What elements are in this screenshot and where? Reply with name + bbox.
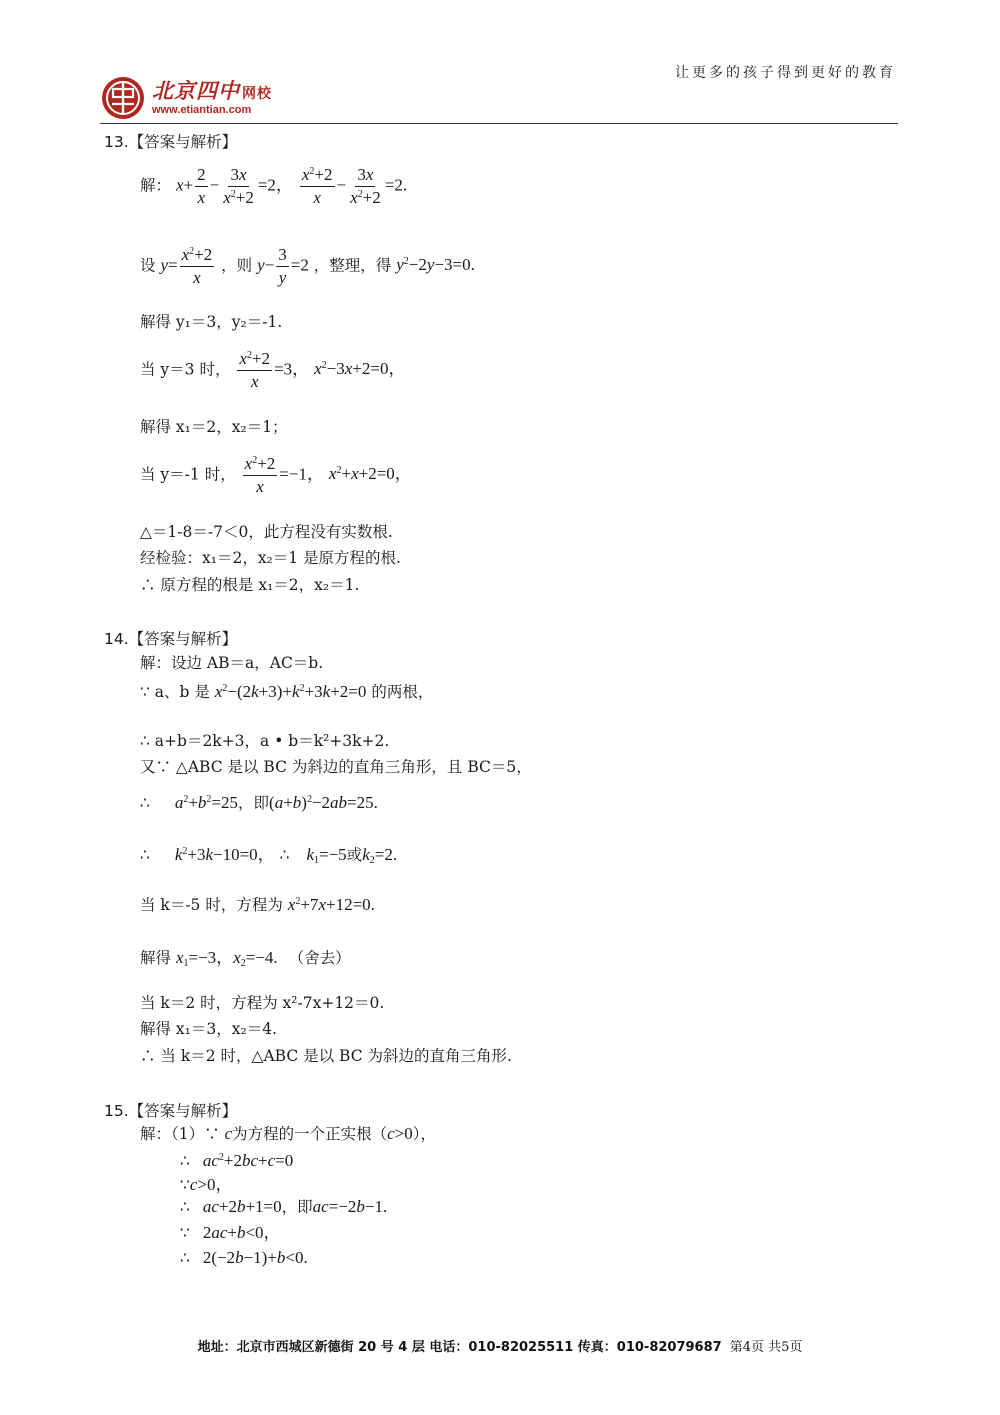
q13-delta: △＝1-8＝-7＜0，此方程没有实数根. (140, 523, 393, 541)
q13-check: 经检验：x₁＝2，x₂＝1 是原方程的根. (140, 549, 401, 567)
q15-line2: ∴ $ac^2+2bc+c=0$ (180, 1151, 294, 1170)
page-number: 第4页 共5页 (729, 1340, 803, 1355)
q14-conclusion: ∴ 当 k＝2 时，△ABC 是以 BC 为斜边的直角三角形. (140, 1047, 512, 1065)
page-header (100, 55, 898, 125)
q13-title: 13.【答案与解析】 (104, 133, 238, 151)
q15-line5: ∵ 2ac+b<0， (180, 1223, 281, 1242)
logo-url: www.etiantian.com (152, 103, 252, 116)
q15-line3: ∵c>0， (180, 1175, 233, 1194)
q13-roots-x: 解得 x₁＝2，x₂＝1； (140, 418, 288, 436)
q13-equation-line: 解： x+ $\frac{2}{x}$ − $\frac{3x}{x^2+2}$ =2， $\frac{x^2+2}{x}$ − $\frac{3x}{x^2+2}$ =2. (140, 165, 408, 207)
q14-vieta: ∴ a+b＝2k+3，a • b＝k²+3k+2. (140, 732, 390, 750)
q13-substitution-line: 设 y= $\frac{x^2+2}{x}$ ，则 y− $\frac{3}{y}$ =2 ，整理，得 $y^2-2y-3=0$. (140, 245, 475, 287)
q14-and: 又∵ △ABC 是以 BC 为斜边的直角三角形，且 BC＝5， (140, 758, 532, 776)
q14-sum-squares: ∴ $a^2+b^2=25$，即$(a+b)^2-2ab=25$. (140, 793, 378, 812)
logo-seal-icon (100, 75, 146, 121)
slogan: 让更多的孩子得到更好的教育 (675, 65, 896, 81)
q13-conclusion: ∴ 原方程的根是 x₁＝2，x₂＝1. (140, 576, 360, 594)
q15-line1: 解：（1）∵ c为方程的一个正实根（c>0）， (140, 1124, 437, 1143)
q13-when-ym1: 当 y＝-1 时， $\frac{x^2+2}{x}$ =−1， $x^2+x+2=0$， (140, 454, 412, 496)
q14-when-k2: 当 k＝2 时，方程为 x²-7x+12＝0. (140, 994, 385, 1012)
q14-title: 14.【答案与解析】 (104, 630, 238, 648)
q14-let: 解：设边 AB＝a，AC＝b. (140, 654, 324, 672)
q14-roots-k2: 解得 x₁＝3，x₂＝4. (140, 1020, 277, 1038)
q15-title: 15.【答案与解析】 (104, 1102, 238, 1120)
q14-when-k5: 当 k＝-5 时，方程为 $x^2+7x+12=0$. (140, 895, 375, 914)
page-footer (0, 1336, 1000, 1355)
q14-k-equation: ∴ $k^2+3k-10=0$， ∴ $k_1=-5$或$k_2=2$. (140, 845, 398, 866)
q14-roots-k5: 解得 $x_1=-3$，$x_2=-4$. （舍去） (140, 948, 351, 969)
q13-when-y3: 当 y＝3 时， $\frac{x^2+2}{x}$ =3， $x^2-3x+2=0$， (140, 349, 406, 391)
q15-line4: ∴ ac+2b+1=0，即ac=−2b−1. (180, 1197, 388, 1216)
header-divider (100, 123, 898, 124)
q15-line6: ∴ 2(−2b−1)+b<0. (180, 1248, 308, 1267)
logo-suffix: 网校 (242, 85, 272, 102)
q14-because: ∵ a、b 是 $x^2-(2k+3)+k^2+3k+2=0$ 的两根， (140, 682, 434, 701)
footer-address: 地址：北京市西城区新德街 20 号 4 层 电话：010-82025511 传真：010-82079687 (197, 1340, 722, 1355)
logo (100, 75, 272, 121)
logo-name: 北京四中 (152, 78, 240, 103)
q13-roots-y: 解得 y₁＝3，y₂＝-1. (140, 313, 283, 331)
